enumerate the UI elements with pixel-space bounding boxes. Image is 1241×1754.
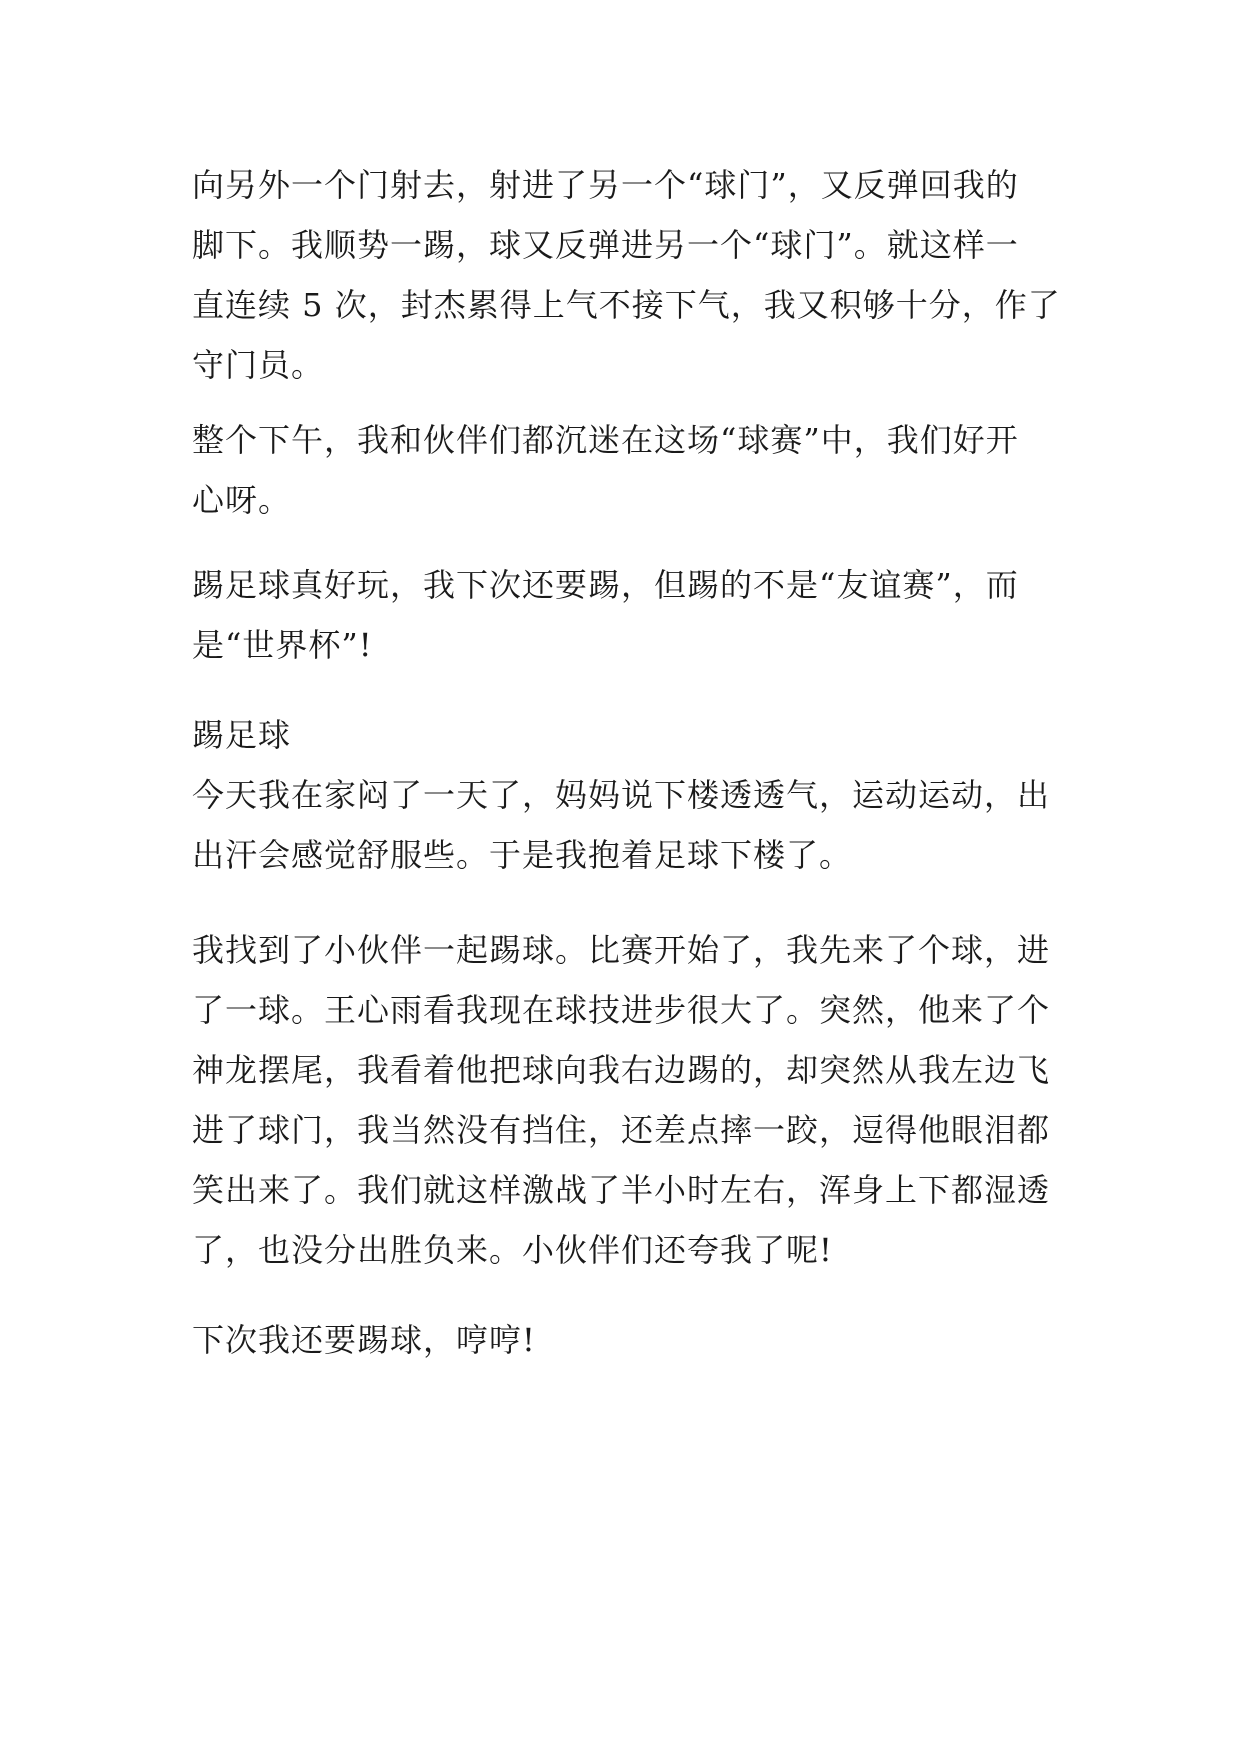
paragraph-5 <box>192 920 1052 1280</box>
text-line: 进了球门，我当然没有挡住，还差点摔一跤，逗得他眼泪都 <box>192 1111 1051 1149</box>
text-line: 整个下午，我和伙伴们都沉迷在这场“球赛”中，我们好开 <box>192 421 1019 459</box>
text-line: 直连续 5 次，封杰累得上气不接下气，我又积够十分，作了 <box>192 286 1061 324</box>
text-line: 今天我在家闷了一天了，妈妈说下楼透透气，运动运动，出 <box>192 776 1051 814</box>
text-line: 我找到了小伙伴一起踢球。比赛开始了，我先来了个球，进 <box>192 931 1051 969</box>
text-line: 了，也没分出胜负来。小伙伴们还夸我了呢! <box>192 1231 833 1269</box>
text-line: 下次我还要踢球，哼哼! <box>192 1321 536 1359</box>
text-line: 是“世界杯”! <box>192 626 373 664</box>
text-line: 心呀。 <box>192 481 292 519</box>
paragraph-1 <box>192 155 1061 395</box>
text-line: 踢足球真好玩，我下次还要踢，但踢的不是“友谊赛”，而 <box>192 566 1019 604</box>
text-line: 向另外一个门射去，射进了另一个“球门”，又反弹回我的 <box>192 166 1019 204</box>
text-line: 神龙摆尾，我看着他把球向我右边踢的，却突然从我左边飞 <box>192 1051 1051 1089</box>
text-line: 了一球。王心雨看我现在球技进步很大了。突然，他来了个 <box>192 991 1051 1029</box>
section-title: 踢足球 <box>192 716 292 754</box>
paragraph-2 <box>192 410 1052 530</box>
paragraph-4 <box>192 765 1052 885</box>
text-line: 出汗会感觉舒服些。于是我抱着足球下楼了。 <box>192 836 853 874</box>
paragraph-3 <box>192 555 1052 675</box>
text-line: 笑出来了。我们就这样激战了半小时左右，浑身上下都湿透 <box>192 1171 1051 1209</box>
paragraph-6 <box>192 1310 1052 1370</box>
text-line: 脚下。我顺势一踢，球又反弹进另一个“球门”。就这样一 <box>192 226 1019 264</box>
text-line: 守门员。 <box>192 346 325 384</box>
